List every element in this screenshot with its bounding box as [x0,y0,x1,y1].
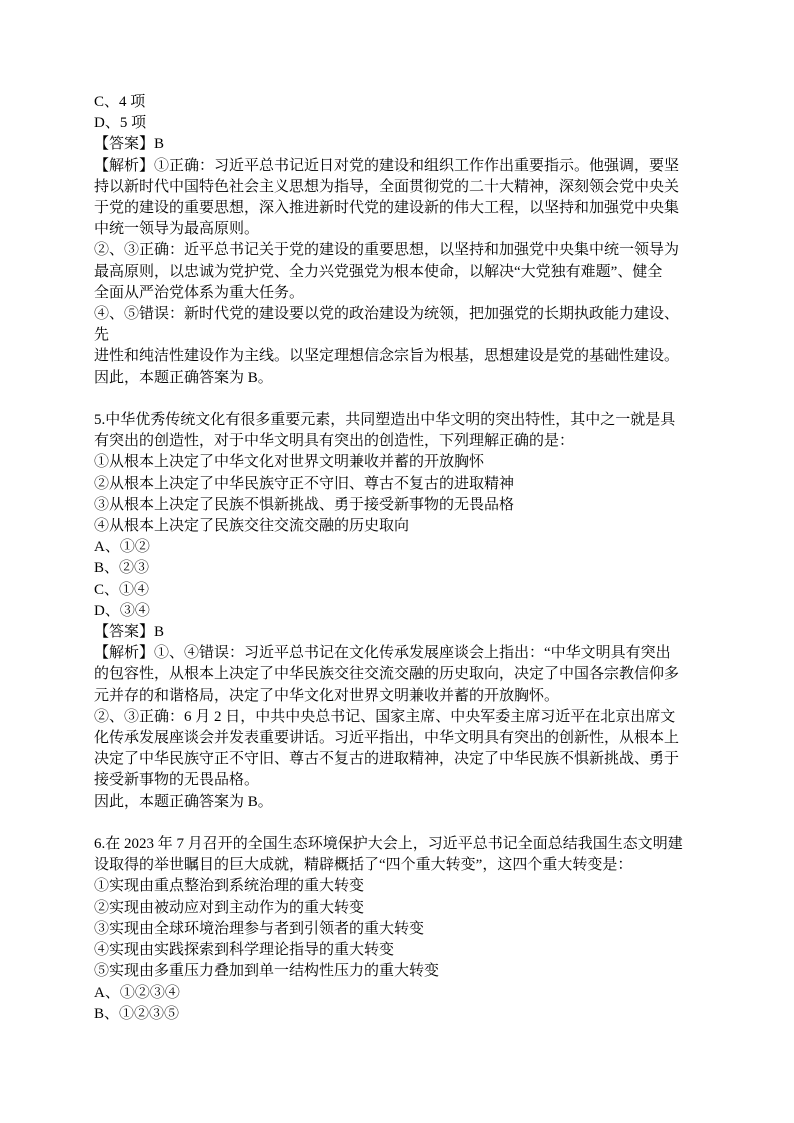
analysis-line: 接受新事物的无畏品格。 [94,772,260,789]
analysis-line: 持以新时代中国特色社会主义思想为指导，全面贯彻党的二十大精神，深刻领会党中央关 [94,178,680,195]
analysis-line: 因此，本题正确答案为 B。 [94,369,273,386]
statement-line: ④从根本上决定了民族交往交流交融的历史取向 [94,518,410,535]
question-stem-line: 5.中华优秀传统文化有很多重要元素，共同塑造出中华文明的突出特性，其中之一就是具 [94,412,676,429]
answer-line: 【答案】B [94,136,165,153]
analysis-line: 中统一领导为最高原则。 [94,221,260,238]
question-6-block [94,834,700,1025]
option-line: B、①②③⑤ [94,1005,180,1022]
analysis-line: 于党的建设的重要思想，深入推进新时代党的建设新的伟大工程，以坚持和加强党中央集 [94,200,680,217]
statement-line: ③实现由全球环境治理参与者到引领者的重大转变 [94,920,425,937]
statement-line: ②实现由被动应对到主动作为的重大转变 [94,899,365,916]
option-line: A、①②③④ [94,984,180,1001]
analysis-line: 因此，本题正确答案为 B。 [94,793,273,810]
analysis-line: ④、⑤错误：新时代党的建设要以党的政治建设为统领，把加强党的长期执政能力建设、 [94,306,680,323]
analysis-line: ②、③正确：近平总书记关于党的建设的重要思想，以坚持和加强党中央集中统一领导为 [94,242,680,259]
statement-line: ③从根本上决定了民族不惧新挑战、勇于接受新事物的无畏品格 [94,496,515,513]
question-stem-line: 6.在 2023 年 7 月召开的全国生态环境保护大会上，习近平总书记全面总结我国生态文明建 [94,836,683,853]
analysis-line: 元并存的和谐格局，决定了中华文化对世界文明兼收并蓄的开放胸怀。 [94,687,560,704]
answer-line: 【答案】B [94,624,165,641]
analysis-line: 决定了中华民族守正不守旧、尊古不复古的进取精神，决定了中华民族不惧新挑战、勇于 [94,751,680,768]
analysis-line: 【解析】①、④错误：习近平总书记在文化传承发展座谈会上指出：“中华文明具有突出 [94,645,671,662]
statement-line: ①从根本上决定了中华文化对世界文明兼收并蓄的开放胸怀 [94,454,485,471]
analysis-line: 【解析】①正确：习近平总书记近日对党的建设和组织工作作出重要指示。他强调，要坚 [94,157,680,174]
analysis-line: 进性和纯洁性建设作为主线。以坚定理想信念宗旨为根基，思想建设是党的基础性建设。 [94,348,680,365]
question-stem-line: 有突出的创造性，对于中华文明具有突出的创造性，下列理解正确的是： [94,433,575,450]
analysis-line: 全面从严治党体系为重大任务。 [94,284,305,301]
analysis-line: 最高原则，以忠诚为党护党、全力兴党强党为根本使命，以解决“大党独有难题”、健全 [94,263,663,280]
statement-line: ④实现由实践探索到科学理论指导的重大转变 [94,942,395,959]
statement-line: ②从根本上决定了中华民族守正不守旧、尊古不复古的进取精神 [94,475,515,492]
analysis-line: 先 [94,327,110,344]
question-5-block [94,410,700,813]
blank-line [94,389,700,410]
analysis-line: 的包容性，从根本上决定了中华民族交往交流交融的历史取向，决定了中国各宗教信仰多 [94,666,680,683]
option-line: B、②③ [94,560,150,577]
analysis-line: ②、③正确：6 月 2 日，中共中央总书记、国家主席、中央军委主席习近平在北京出席文 [94,708,676,725]
option-line: D、5 项 [94,115,147,132]
option-line: A、①② [94,539,150,556]
option-line: D、③④ [94,602,150,619]
statement-line: ⑤实现由多重压力叠加到单一结构性压力的重大转变 [94,963,440,980]
option-line: C、4 项 [94,94,146,110]
question-stem-line: 设取得的举世瞩目的巨大成就，精辟概括了“四个重大转变”，这四个重大转变是： [94,857,633,874]
question-4-answer-block [94,92,700,389]
blank-line [94,813,700,834]
analysis-line: 化传承发展座谈会并发表重要讲话。习近平指出，中华文明具有突出的创新性，从根本上 [94,730,680,747]
statement-line: ①实现由重点整治到系统治理的重大转变 [94,878,365,895]
option-line: C、①④ [94,581,150,598]
